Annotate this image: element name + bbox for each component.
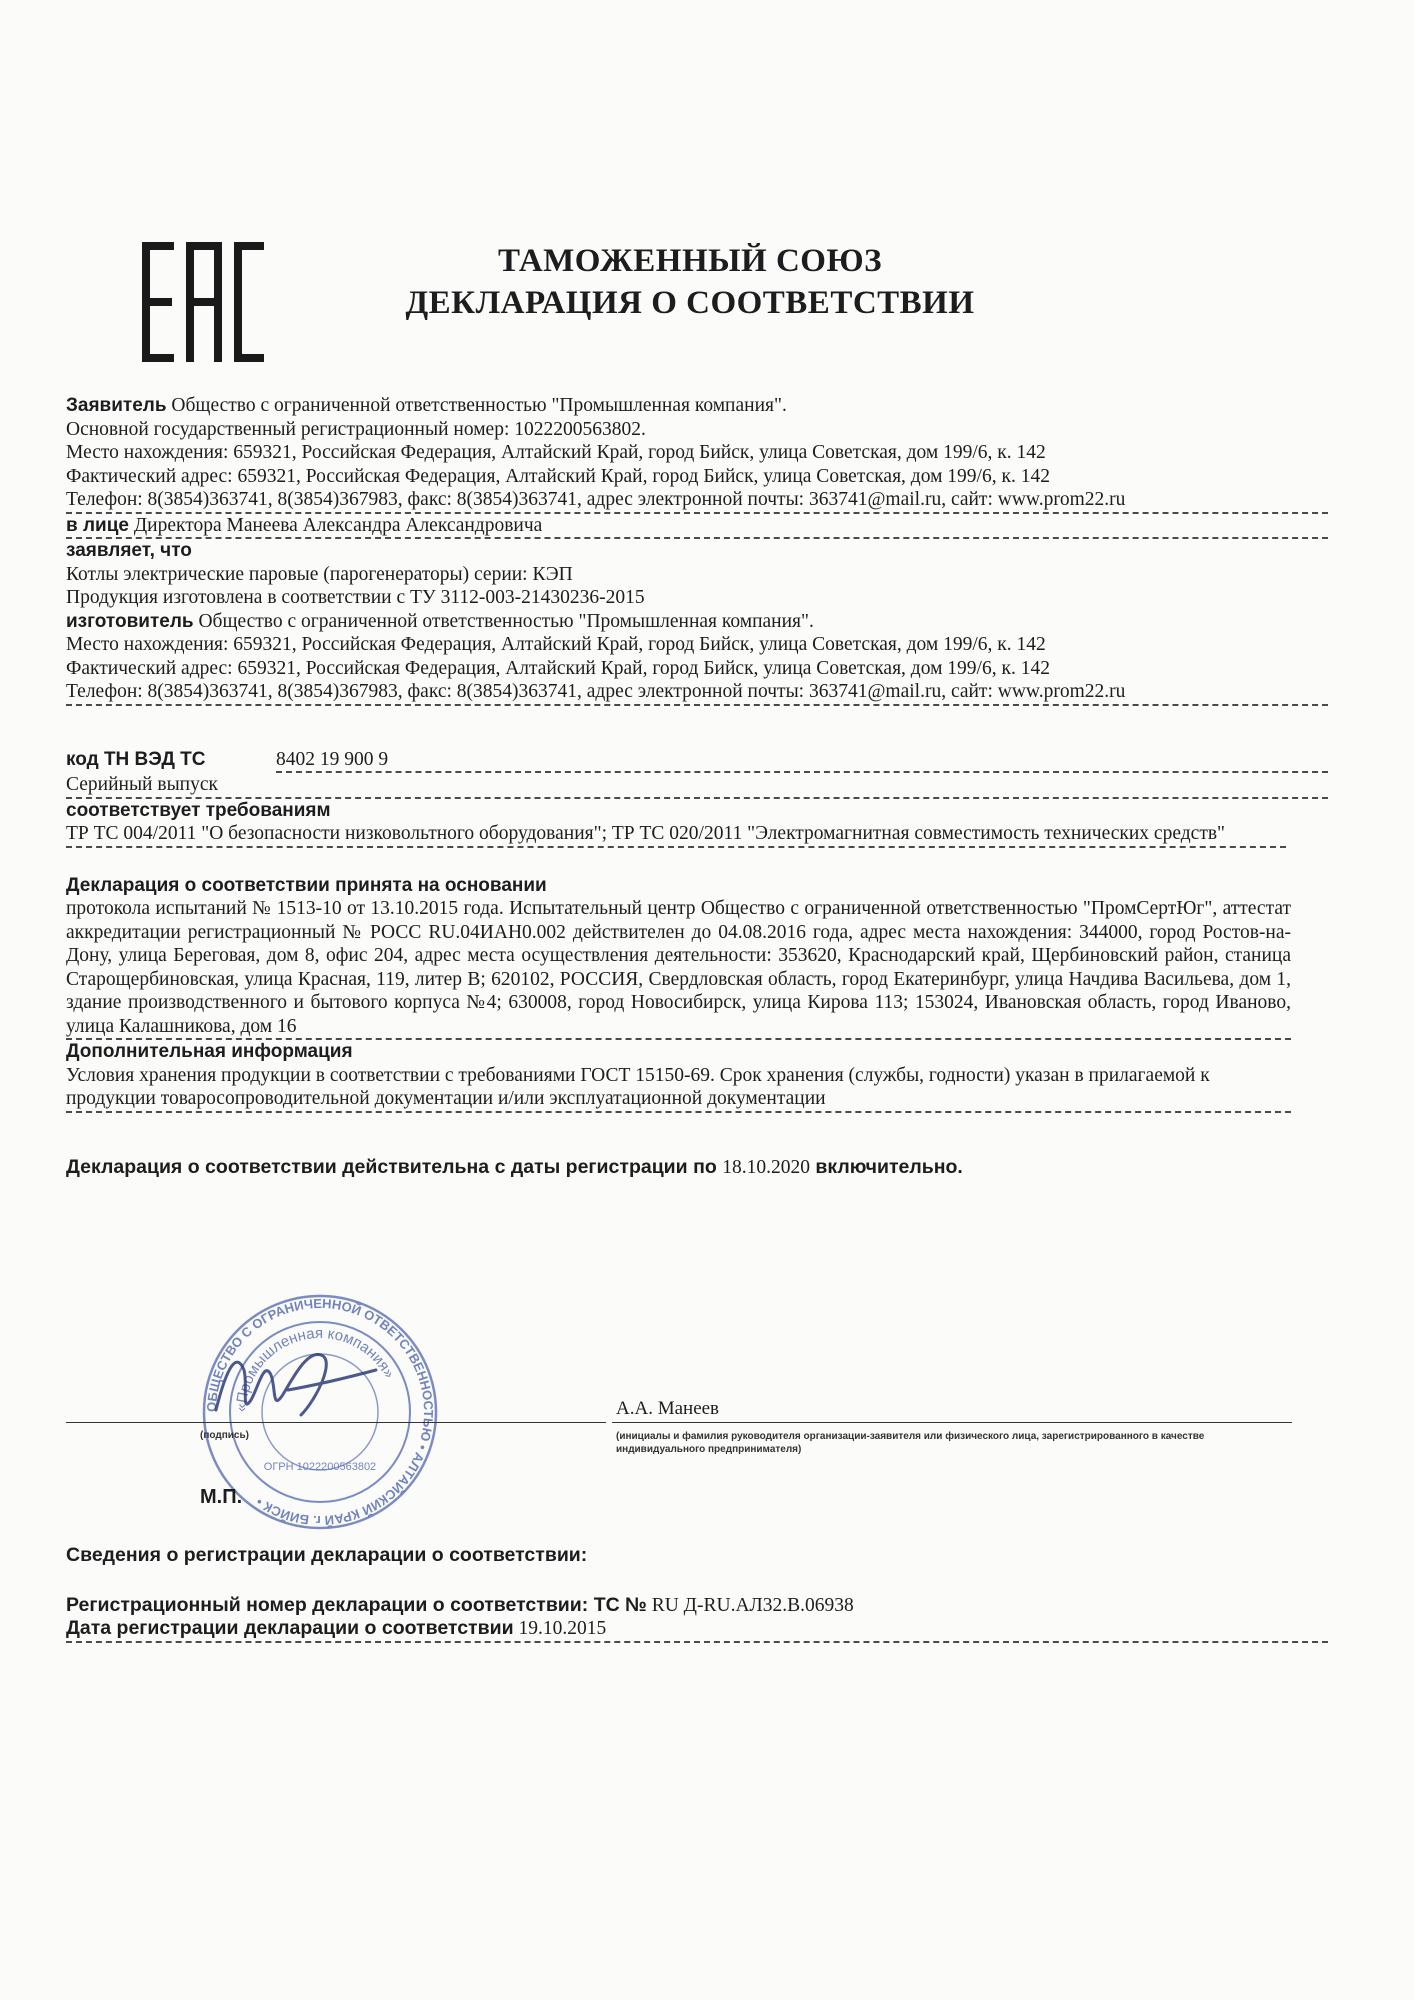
additional-text: Условия хранения продукции в соответствии с требованиями ГОСТ 15150-69. Срок хранения (службы, годности) указан в прилагаемой к продукции товаросопроводительной документации и/или эксплуатационной документации bbox=[66, 1064, 1291, 1113]
header-declaration: ДЕКЛАРАЦИЯ О СООТВЕТСТВИИ bbox=[405, 285, 975, 321]
basis-text: протокола испытаний № 1513-10 от 13.10.2015 года. Испытательный центр Общество с ограниченной ответственностью "ПромСертЮг", аттестат аккредитации регистрационный № РОСС RU.04ИАН0.002 действителен до 04.08.2016 года, адрес места нахождения: 344000, город Ростов-на-Дону, улица Береговая, дом 8, офис 204, адрес места осуществления деятельности: 353620, Краснодарский край, Щербиновский район, станица Старощербиновская, улица Красная, 119, литер В; 620102, РОССИЯ, Свердловская область, город Екатеринбург, улица Начдива Васильева, дом 1, здание производственного и бытового корпуса №4; 630008, город Новосибирск, улица Кирова 113; 153024, Ивановская область, город Иваново, улица Калашникова, дом 16 bbox=[66, 897, 1291, 1040]
manufacturer-line bbox=[66, 610, 1328, 634]
header-union: ТАМОЖЕННЫЙ СОЮЗ bbox=[497, 243, 883, 279]
signer-line bbox=[612, 1422, 1292, 1423]
signer-caption: (инициалы и фамилия руководителя организации-заявителя или физического лица, зарегистрированного в качестве индивидуального предпринимателя) bbox=[616, 1431, 1205, 1455]
registration-number-line bbox=[66, 1594, 1328, 1618]
basis-label: Декларация о соответствии принята на основании bbox=[66, 874, 547, 896]
registration-number-value: RU Д-RU.АЛ32.В.06938 bbox=[646, 1594, 854, 1616]
conforms-label-line bbox=[66, 799, 1328, 823]
registration-heading: Сведения о регистрации декларации о соответствии: bbox=[66, 1544, 588, 1566]
signature-line bbox=[66, 1422, 606, 1423]
applicant-contacts: Телефон: 8(3854)363741, 8(3854)367983, факс: 8(3854)363741, адрес электронной почты: 363741@mail.ru, сайт: www.prom22.ru bbox=[66, 488, 1328, 514]
additional-label: Дополнительная информация bbox=[66, 1041, 353, 1062]
validity-suffix: включительно. bbox=[809, 1155, 963, 1178]
registration-date-value: 19.10.2015 bbox=[513, 1618, 607, 1639]
person-label: в лице bbox=[66, 514, 129, 536]
applicant-label: Заявитель bbox=[66, 395, 167, 416]
signature-caption: (подпись) bbox=[200, 1430, 249, 1441]
tnved-row bbox=[66, 748, 1328, 774]
basis-label-line bbox=[66, 874, 1328, 898]
release-type: Серийный выпуск bbox=[66, 773, 1328, 799]
stamp-place-label: М.П. bbox=[200, 1486, 243, 1508]
eac-logo-icon bbox=[138, 242, 266, 362]
validity-date: 18.10.2020 bbox=[722, 1156, 810, 1178]
declares-label-line bbox=[66, 539, 1328, 563]
document-header bbox=[380, 240, 1000, 324]
registration-block bbox=[66, 1544, 1328, 1643]
person-name: Директора Манеева Александра Александровича bbox=[128, 514, 543, 536]
tnved-value: 8402 19 900 9 bbox=[276, 748, 1328, 774]
registration-date-line bbox=[66, 1617, 1328, 1643]
manufacturer-location: Место нахождения: 659321, Российская Федерация, Алтайский Край, город Бийск, улица Советская, дом 199/6, к. 142 bbox=[66, 634, 1046, 655]
manufacturer-actual-address: Фактический адрес: 659321, Российская Федерация, Алтайский Край, город Бийск, улица Советская, дом 199/6, к. 142 bbox=[66, 657, 1050, 679]
additional-label-line bbox=[66, 1040, 1328, 1064]
registration-heading-line bbox=[66, 1544, 1328, 1568]
applicant-ogrn: Основной государственный регистрационный номер: 1022200563802. bbox=[66, 418, 646, 440]
validity-line bbox=[66, 1155, 1328, 1180]
tnved-label: код ТН ВЭД ТС bbox=[66, 748, 206, 770]
registration-number-label: Регистрационный номер декларации о соответствии: ТС № bbox=[66, 1593, 647, 1616]
applicant-name: Общество с ограниченной ответственностью "Промышленная компания". bbox=[166, 395, 787, 416]
stamp-outer-text: ОБЩЕСТВО С ОГРАНИЧЕННОЙ ОТВЕТСТВЕННОСТЬЮ • АЛТАЙСКИЙ КРАЙ г. БИЙСК • bbox=[203, 1295, 437, 1529]
declaration-body bbox=[66, 394, 1328, 1180]
manufacturer-label: изготовитель bbox=[66, 610, 194, 632]
applicant-person-line bbox=[66, 514, 1328, 540]
handwritten-signature-icon bbox=[196, 1330, 396, 1440]
conforms-text: ТР ТС 004/2011 "О безопасности низковольтного оборудования"; ТР ТС 020/2011 "Электромагнитная совместимость технических средств" bbox=[66, 822, 1286, 848]
product-standard: Продукция изготовлена в соответствии с ТУ 3112-003-21430236-2015 bbox=[66, 587, 645, 608]
stamp-inner-text: «Промышленная компания» bbox=[232, 1324, 398, 1413]
validity-prefix: Декларация о соответствии действительна с даты регистрации по bbox=[66, 1155, 723, 1178]
applicant-line bbox=[66, 394, 1328, 418]
declares-label: заявляет, что bbox=[66, 540, 192, 561]
applicant-actual-address: Фактический адрес: 659321, Российская Федерация, Алтайский Край, город Бийск, улица Советская, дом 199/6, к. 142 bbox=[66, 465, 1050, 487]
registration-date-label: Дата регистрации декларации о соответствии bbox=[66, 1617, 514, 1639]
manufacturer-contacts: Телефон: 8(3854)363741, 8(3854)367983, факс: 8(3854)363741, адрес электронной почты: 363741@mail.ru, сайт: www.prom22.ru bbox=[66, 680, 1328, 706]
signer-name: А.А. Манеев bbox=[616, 1398, 720, 1419]
product-name: Котлы электрические паровые (парогенераторы) серии: КЭП bbox=[66, 563, 573, 585]
stamp-ogrn-text: ОГРН 1022200563802 bbox=[263, 1461, 377, 1473]
manufacturer-name: Общество с ограниченной ответственностью "Промышленная компания". bbox=[193, 610, 814, 632]
applicant-location: Место нахождения: 659321, Российская Федерация, Алтайский Край, город Бийск, улица Советская, дом 199/6, к. 142 bbox=[66, 442, 1046, 463]
conforms-label: соответствует требованиям bbox=[66, 799, 331, 821]
